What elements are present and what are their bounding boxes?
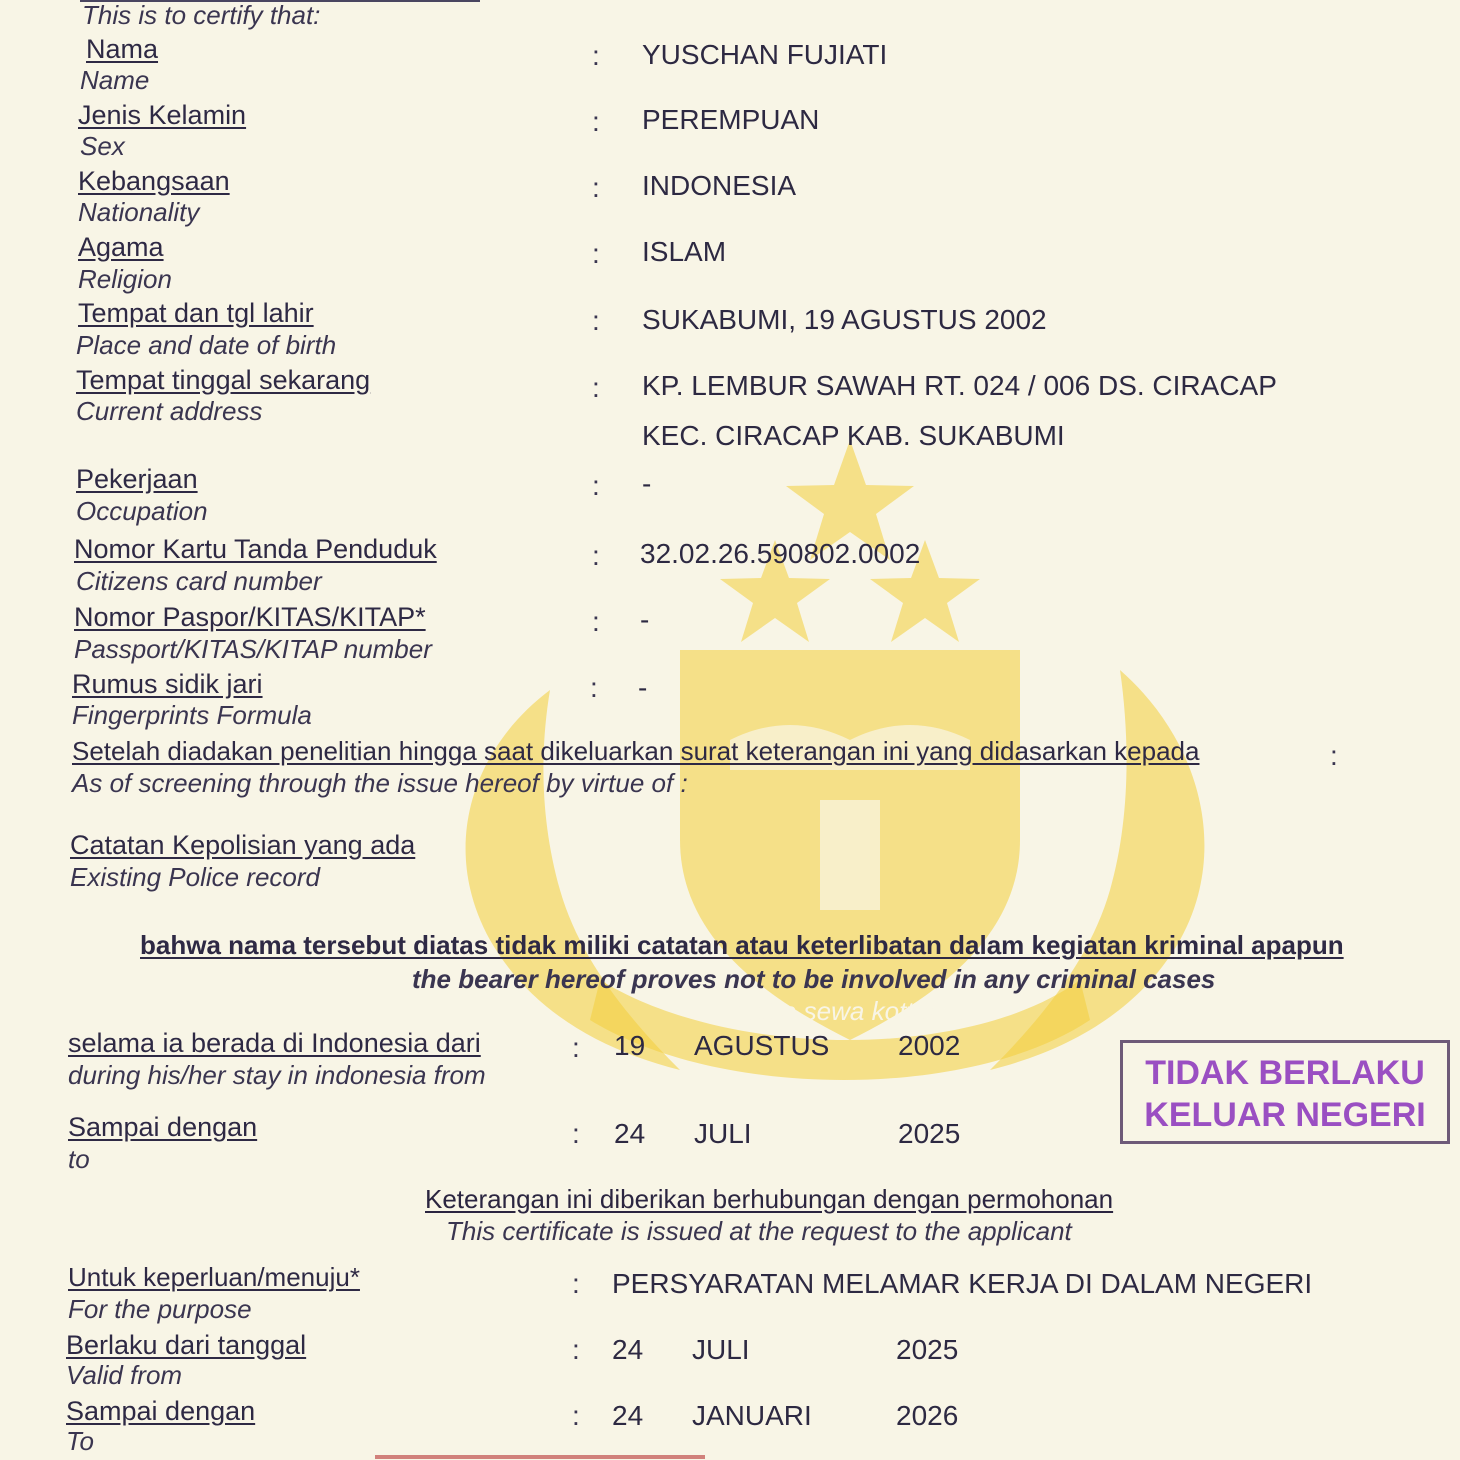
colon: : [572,1118,580,1149]
stay-to-year: 2025 [898,1118,961,1149]
religion-label-en: Religion [78,264,172,294]
fingerprint-label-en: Fingerprints Formula [72,700,312,730]
stay-from-label: selama ia berada di Indonesia dari [68,1028,481,1058]
colon: : [590,672,598,703]
birth-value: SUKABUMI, 19 AGUSTUS 2002 [642,304,1047,335]
address-value: KP. LEMBUR SAWAH RT. 024 / 006 DS. CIRACAP [642,370,1277,401]
religion-value: ISLAM [642,236,727,267]
stamp-line-1: TIDAK BERLAKU [1145,1054,1425,1092]
stay-from-year: 2002 [898,1030,961,1061]
stay-to-label-en: to [68,1144,90,1174]
nationality-value: INDONESIA [642,170,797,201]
address-label-en: Current address [76,396,263,426]
request-text-en: This certificate is issued at the request to the applicant [446,1216,1072,1246]
valid-to-label-en: To [66,1426,94,1456]
occupation-label: Pekerjaan [76,464,198,494]
birth-label-en: Place and date of birth [76,330,337,360]
stay-to-label: Sampai dengan [68,1112,258,1142]
emblem-wreath-right [990,670,1204,1070]
valid-to-year: 2026 [896,1400,959,1431]
valid-from-label: Berlaku dari tanggal [66,1330,307,1360]
statement-text-en: the bearer hereof proves not to be involved in any criminal cases [412,964,1216,994]
colon: : [592,106,600,137]
id-card-label-en: Citizens card number [76,566,322,596]
colon: : [1330,740,1338,771]
occupation-value: - [642,468,652,499]
police-record-label: Catatan Kepolisian yang ada [70,830,416,860]
colon: : [592,305,600,336]
fingerprint-value: - [638,672,648,703]
religion-label: Agama [78,232,164,262]
colon: : [572,1268,580,1299]
colon: : [592,172,600,203]
colon: : [592,238,600,269]
passport-value: - [640,604,650,635]
fingerprint-label: Rumus sidik jari [72,669,263,699]
stay-to-day: 24 [614,1118,646,1149]
request-text: Keterangan ini diberikan berhubungan dengan permohonan [425,1184,1114,1214]
statement-text: bahwa nama tersebut diatas tidak miliki catatan atau keterlibatan dalam kegiatan kriminal apapun [140,930,1344,960]
valid-from-month: JULI [692,1334,750,1365]
valid-from-day: 24 [612,1334,644,1365]
purpose-label-en: For the purpose [68,1294,252,1324]
purpose-value: PERSYARATAN MELAMAR KERJA DI DALAM NEGERI [612,1268,1313,1299]
stay-from-day: 19 [614,1030,646,1061]
sex-value: PEREMPUAN [642,104,820,135]
screening-label: Setelah diadakan penelitian hingga saat dikeluarkan surat keterangan ini yang didasarkan kepada [72,736,1200,766]
colon: : [592,470,600,501]
name-value: YUSCHAN FUJIATI [642,39,888,70]
police-record-label-en: Existing Police record [70,862,320,892]
emblem-motto: rastra sewa kottama [730,996,965,1026]
occupation-label-en: Occupation [76,496,208,526]
nationality-label: Kebangsaan [78,166,230,196]
colon: : [592,540,600,571]
name-label: Nama [86,34,159,64]
address-value-line2: KEC. CIRACAP KAB. SUKABUMI [642,420,1065,451]
stay-to-month: JULI [694,1118,752,1149]
valid-to-day: 24 [612,1400,644,1431]
colon: : [592,606,600,637]
not-valid-abroad-stamp [1120,1040,1450,1144]
birth-label: Tempat dan tgl lahir [78,298,314,328]
colon: : [592,372,600,403]
colon: : [572,1334,580,1365]
passport-label-en: Passport/KITAS/KITAP number [74,634,432,664]
valid-from-year: 2025 [896,1334,959,1365]
colon: : [592,40,600,71]
colon: : [572,1032,580,1063]
passport-label: Nomor Paspor/KITAS/KITAP* [74,602,426,632]
sex-label-en: Sex [80,131,125,161]
valid-to-month: JANUARI [692,1400,812,1431]
sex-label: Jenis Kelamin [78,100,247,130]
id-card-value: 32.02.26.590802.0002 [640,538,921,569]
valid-to-label: Sampai dengan [66,1396,256,1426]
colon: : [572,1400,580,1431]
stay-from-label-en: during his/her stay in indonesia from [68,1060,486,1090]
bottom-divider [375,1455,705,1459]
intro-text: This is to certify that: [82,0,321,30]
emblem-torch [820,800,880,910]
valid-from-label-en: Valid from [66,1360,183,1390]
name-label-en: Name [80,65,150,95]
purpose-label: Untuk keperluan/menuju* [68,1262,360,1292]
stamp-line-2: KELUAR NEGERI [1144,1096,1426,1134]
stay-from-month: AGUSTUS [694,1030,830,1061]
address-label: Tempat tinggal sekarang [76,365,371,395]
id-card-label: Nomor Kartu Tanda Penduduk [74,534,437,564]
screening-label-en: As of screening through the issue hereof by virtue of : [72,768,688,798]
nationality-label-en: Nationality [78,197,200,227]
